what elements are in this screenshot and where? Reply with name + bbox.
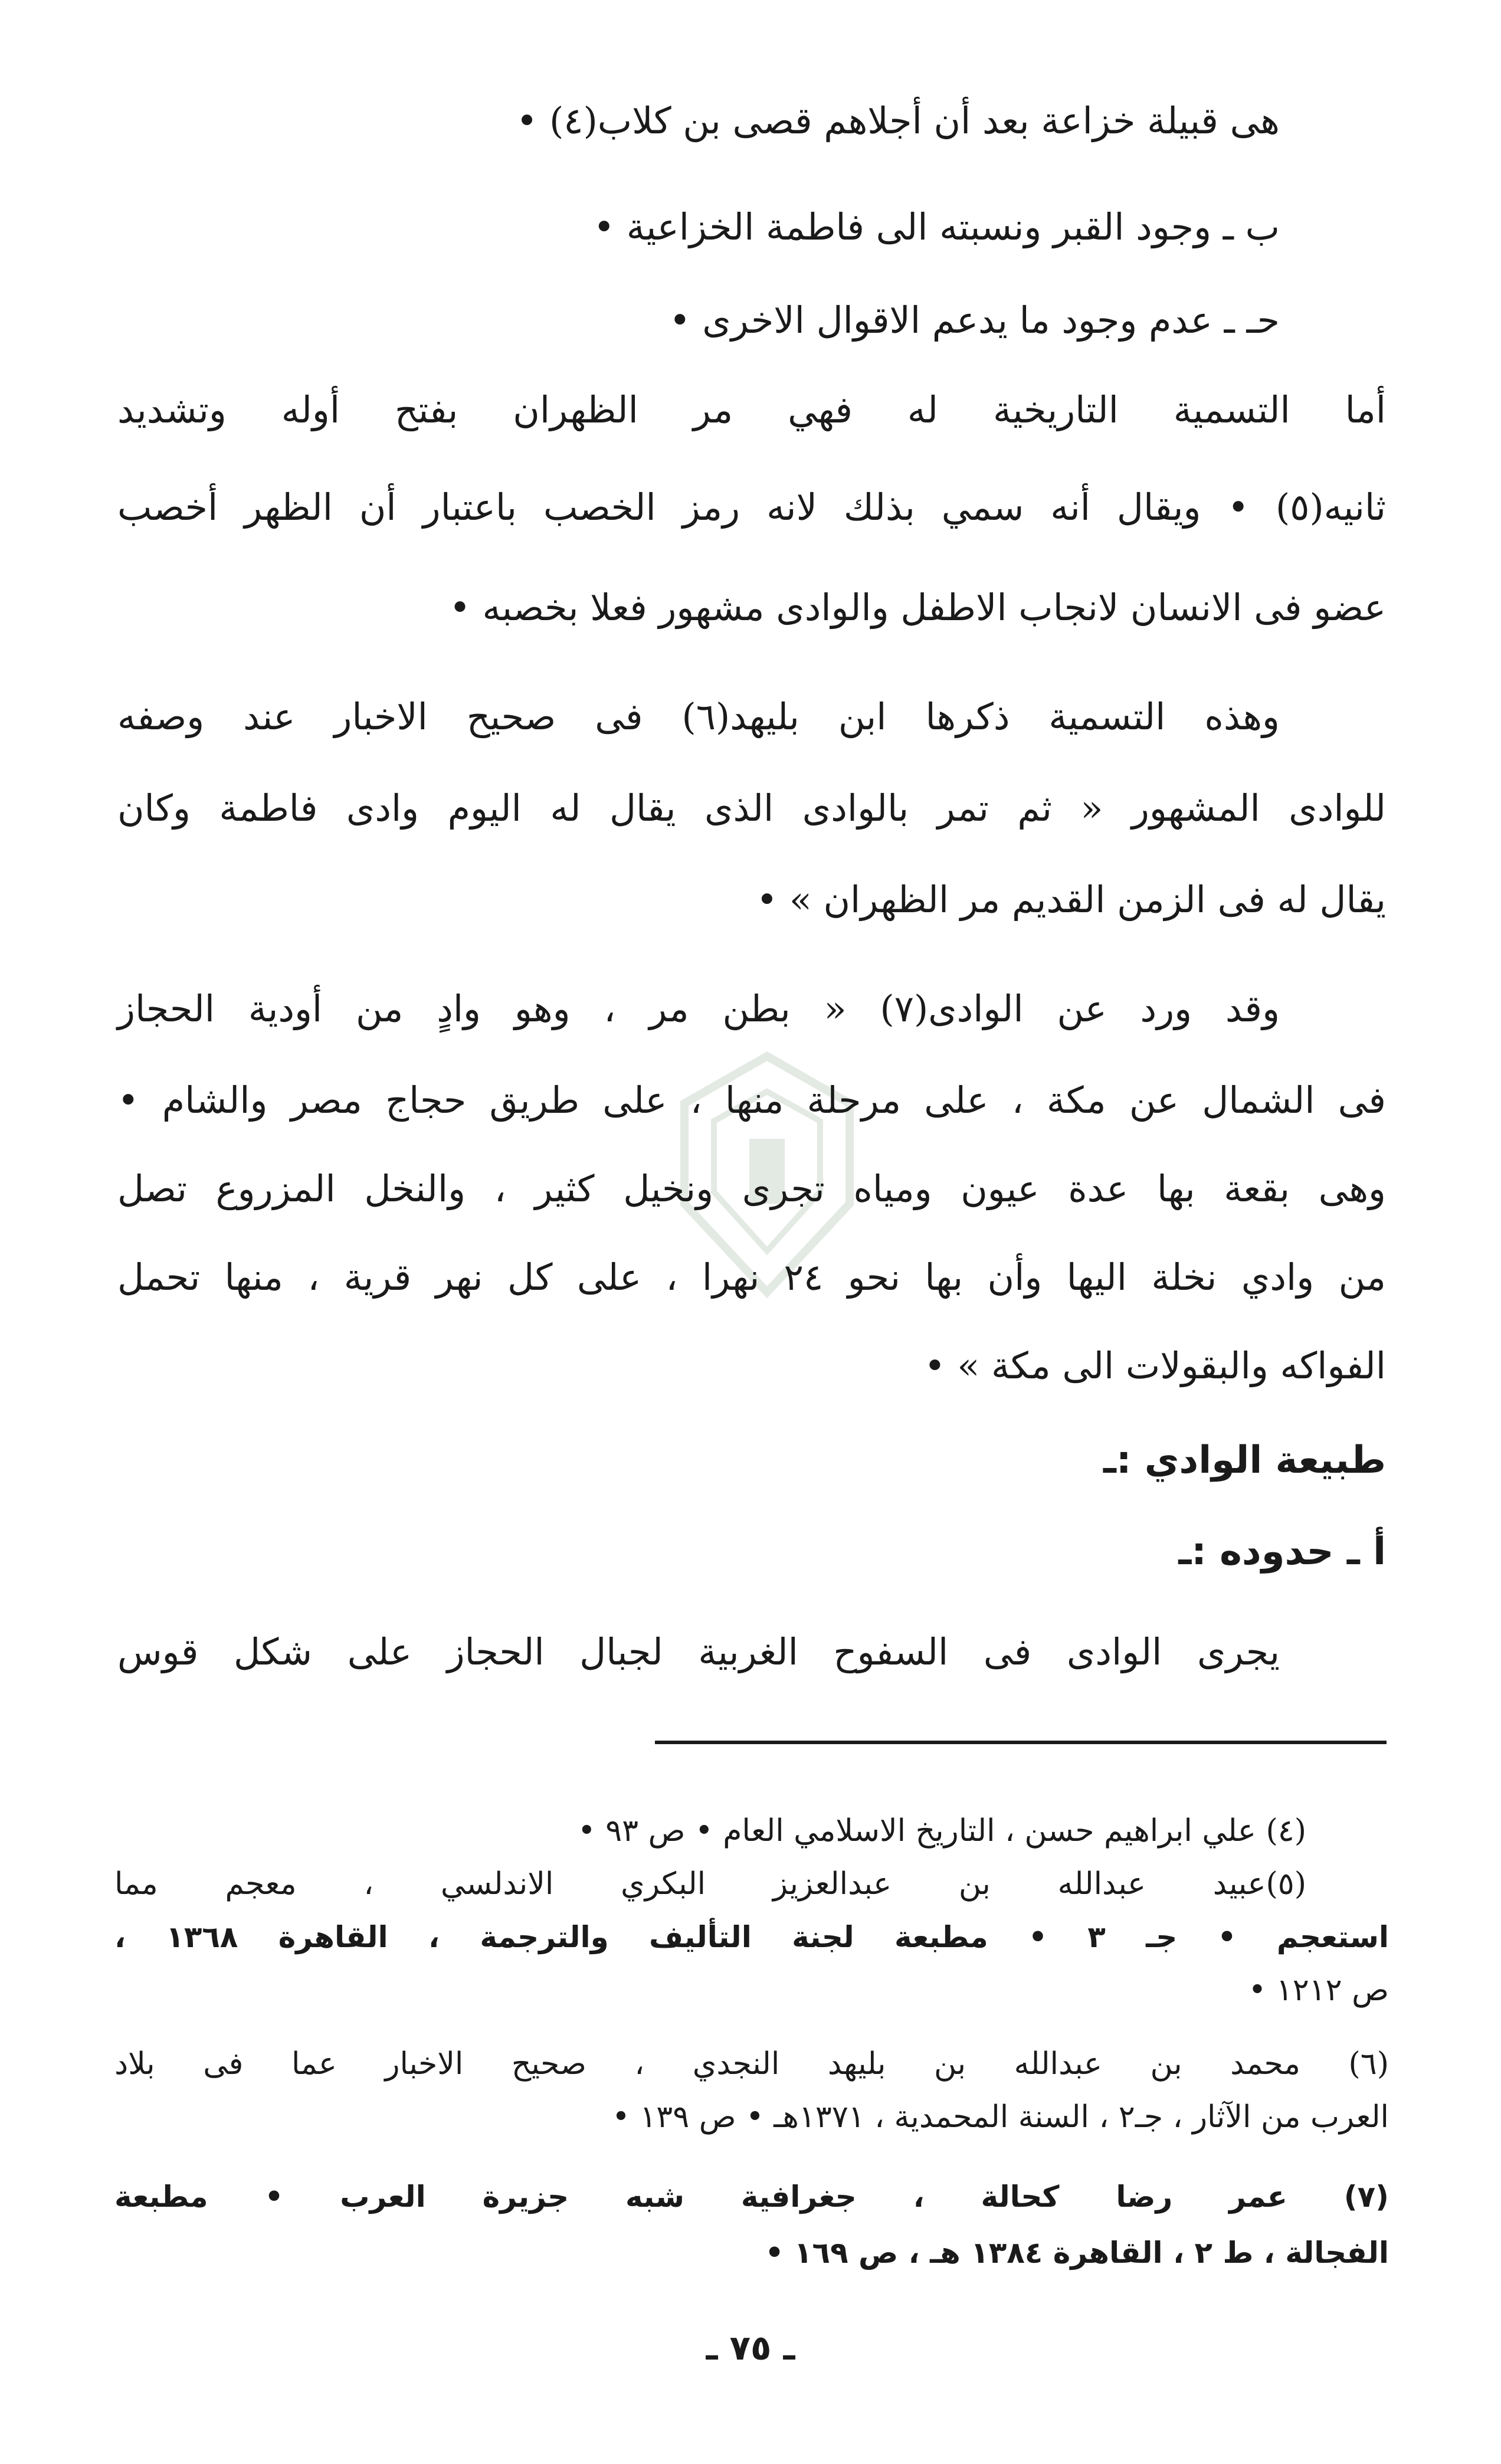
body-line-1: هى قبيلة خزاعة بعد أن أجلاهم قصى بن كلاب(٤) • [516, 99, 1280, 142]
footnote-6-line-1: (٦) محمد بن عبدالله بن بليهد النجدي ، صحيح الاخبار عما فى بلاد [114, 2046, 1389, 2082]
body-line-4: أما التسمية التاريخية له فهي مر الظهران بفتح أوله وتشديد [117, 388, 1386, 431]
footnote-5-line-1: (٥)عبيد عبدالله بن عبدالعزيز البكري الاندلسي ، معجم مما [114, 1866, 1306, 1902]
footnote-divider [655, 1741, 1387, 1744]
body-line-11: فى الشمال عن مكة ، على مرحلة منها ، على طريق حجاج مصر والشام • [117, 1079, 1386, 1122]
body-line-14: الفواكه والبقولات الى مكة » • [924, 1344, 1386, 1387]
section-heading: طبيعة الوادي :ـ [1103, 1439, 1386, 1482]
footnote-5-line-3: ص ١٢١٢ • [1248, 1972, 1389, 2008]
subsection-heading: أ ـ حدوده :ـ [1178, 1530, 1386, 1574]
body-line-9: يقال له فى الزمن القديم مر الظهران » • [756, 878, 1386, 921]
footnote-5-line-2: استعجم • جـ ٣ • مطبعة لجنة التأليف والترجمة ، القاهرة ١٣٦٨ ، [114, 1920, 1389, 1954]
body-line-7: وهذه التسمية ذكرها ابن بليهد(٦) فى صحيح الاخبار عند وصفه [117, 695, 1280, 738]
footnote-7-line-1: (٧) عمر رضا كحالة ، جغرافية شبه جزيرة العرب • مطبعة [114, 2180, 1389, 2214]
page-number: ـ ٧٥ ـ [706, 2328, 795, 2368]
footnote-7-line-2: الفجالة ، ط ٢ ، القاهرة ١٣٨٤ هـ ، ص ١٦٩ • [765, 2236, 1389, 2270]
body-line-5: ثانيه(٥) • ويقال أنه سمي بذلك لانه رمز الخصب باعتبار أن الظهر أخصب [117, 486, 1386, 529]
body-line-10: وقد ورد عن الوادى(٧) « بطن مر ، وهو وادٍ من أودية الحجاز [117, 987, 1280, 1030]
body-line-15: يجرى الوادى فى السفوح الغربية لجبال الحجاز على شكل قوس [117, 1630, 1280, 1673]
body-line-8: للوادى المشهور « ثم تمر بالوادى الذى يقال له اليوم وادى فاطمة وكان [117, 787, 1386, 830]
body-line-3: حـ ـ عدم وجود ما يدعم الاقوال الاخرى • [668, 299, 1280, 342]
footnote-4: (٤) علي ابراهيم حسن ، التاريخ الاسلامي العام • ص ٩٣ • [578, 1813, 1306, 1849]
footnote-6-line-2: العرب من الآثار ، جـ٢ ، السنة المحمدية ، ١٣٧١هـ • ص ١٣٩ • [612, 2099, 1389, 2135]
body-line-13: من وادي نخلة اليها وأن بها نحو ٢٤ نهرا ، على كل نهر قرية ، منها تحمل [117, 1256, 1386, 1299]
body-line-6: عضو فى الانسان لانجاب الاطفل والوادى مشهور فعلا بخصبه • [449, 586, 1386, 629]
body-line-2: ب ـ وجود القبر ونسبته الى فاطمة الخزاعية • [593, 205, 1280, 248]
body-line-12: وهى بقعة بها عدة عيون ومياه تجرى ونخيل كثير ، والنخل المزروع تصل [117, 1167, 1386, 1210]
